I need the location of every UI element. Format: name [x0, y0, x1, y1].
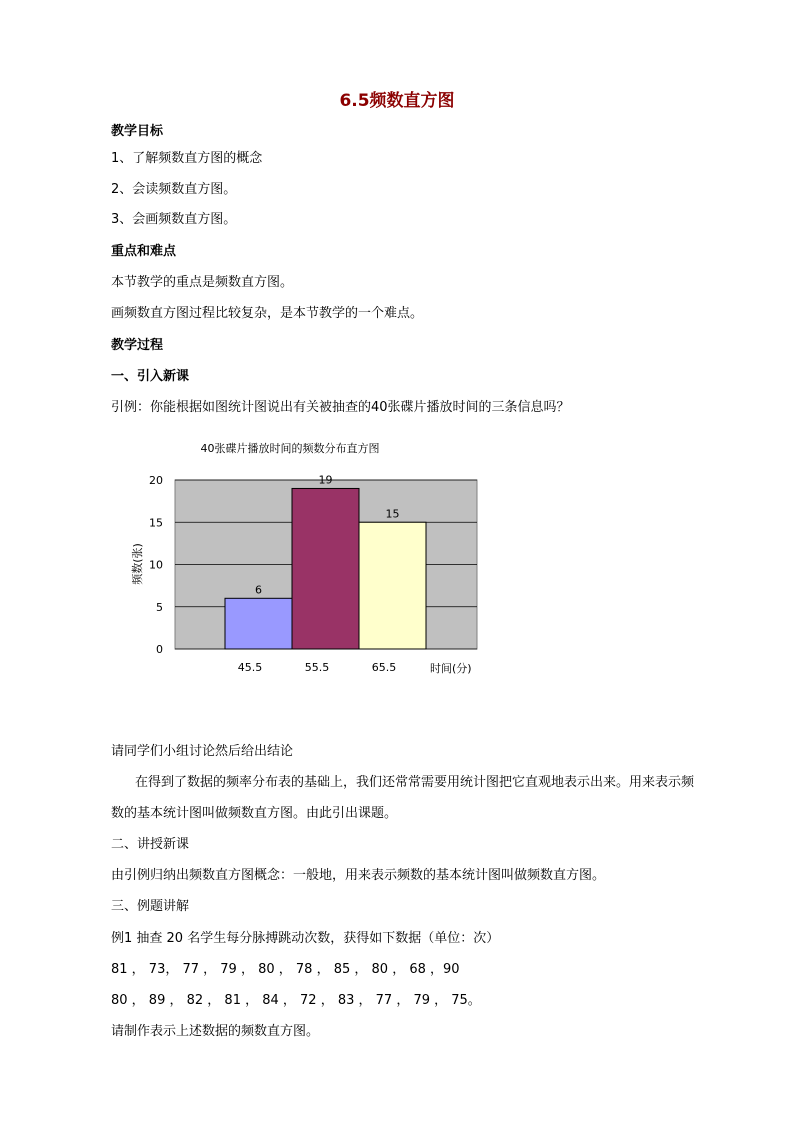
key-point: 画频数直方图过程比较复杂，是本节教学的一个难点。 [111, 306, 424, 321]
data-row: 80 ， 89 ， 82 ， 81 ， 84 ， 72 ， 83 ， 77 ， 79 ， 75。 [111, 993, 481, 1008]
x-tick-label: 65.5 [371, 661, 397, 674]
bar [292, 488, 359, 649]
task: 请制作表示上述数据的频数直方图。 [111, 1024, 320, 1039]
paragraph-line: 在得到了数据的频率分布表的基础上，我们还常常需要用统计图把它直观地表示出来。用来表示频 [135, 775, 695, 790]
part2-text: 由引例归纳出频数直方图概念：一般地，用来表示频数的基本统计图叫做频数直方图。 [111, 868, 606, 883]
x-axis-label: 时间(分) [430, 662, 472, 675]
bar [359, 522, 426, 649]
data-row: 81 ， 73， 77 ， 79 ， 80 ， 78 ， 85 ， 80 ， 68 ，90 [111, 962, 460, 977]
part1-heading: 一、引入新课 [111, 369, 190, 384]
objectives-heading: 教学目标 [111, 124, 164, 139]
data-label: 19 [318, 473, 333, 487]
objective-item: 3、会画频数直方图。 [111, 212, 237, 227]
part2-heading: 二、讲授新课 [111, 837, 190, 852]
x-tick-label: 45.5 [237, 661, 263, 674]
part3-heading: 三、例题讲解 [111, 899, 190, 914]
page-title: 6.5频数直方图 [339, 91, 455, 111]
x-tick-label: 55.5 [304, 661, 330, 674]
key-heading: 重点和难点 [111, 244, 177, 259]
y-tick-label: 20 [149, 474, 163, 487]
y-axis-label: 频数(张) [131, 543, 144, 585]
example1: 例1 抽查 20 名学生每分脉搏跳动次数，获得如下数据（单位：次） [111, 931, 500, 946]
bar [225, 598, 292, 649]
y-tick-label: 0 [156, 643, 163, 656]
y-tick-label: 5 [156, 600, 163, 614]
paragraph-line: 数的基本统计图叫做频数直方图。由此引出课题。 [111, 806, 398, 821]
histogram-chart [120, 436, 500, 686]
example-intro: 引例：你能根据如图统计图说出有关被抽查的40张碟片播放时间的三条信息吗？ [111, 400, 570, 415]
key-point: 本节教学的重点是频数直方图。 [111, 275, 294, 290]
objective-item: 2、会读频数直方图。 [111, 182, 237, 197]
y-tick-label: 10 [149, 558, 163, 572]
discussion: 请同学们小组讨论然后给出结论 [111, 744, 294, 759]
data-label: 15 [385, 507, 400, 521]
data-label: 6 [255, 583, 262, 597]
objective-item: 1、了解频数直方图的概念 [111, 151, 263, 166]
chart-title: 40张碟片播放时间的频数分布直方图 [200, 442, 380, 455]
y-tick-label: 15 [149, 516, 163, 530]
process-heading: 教学过程 [111, 338, 164, 353]
